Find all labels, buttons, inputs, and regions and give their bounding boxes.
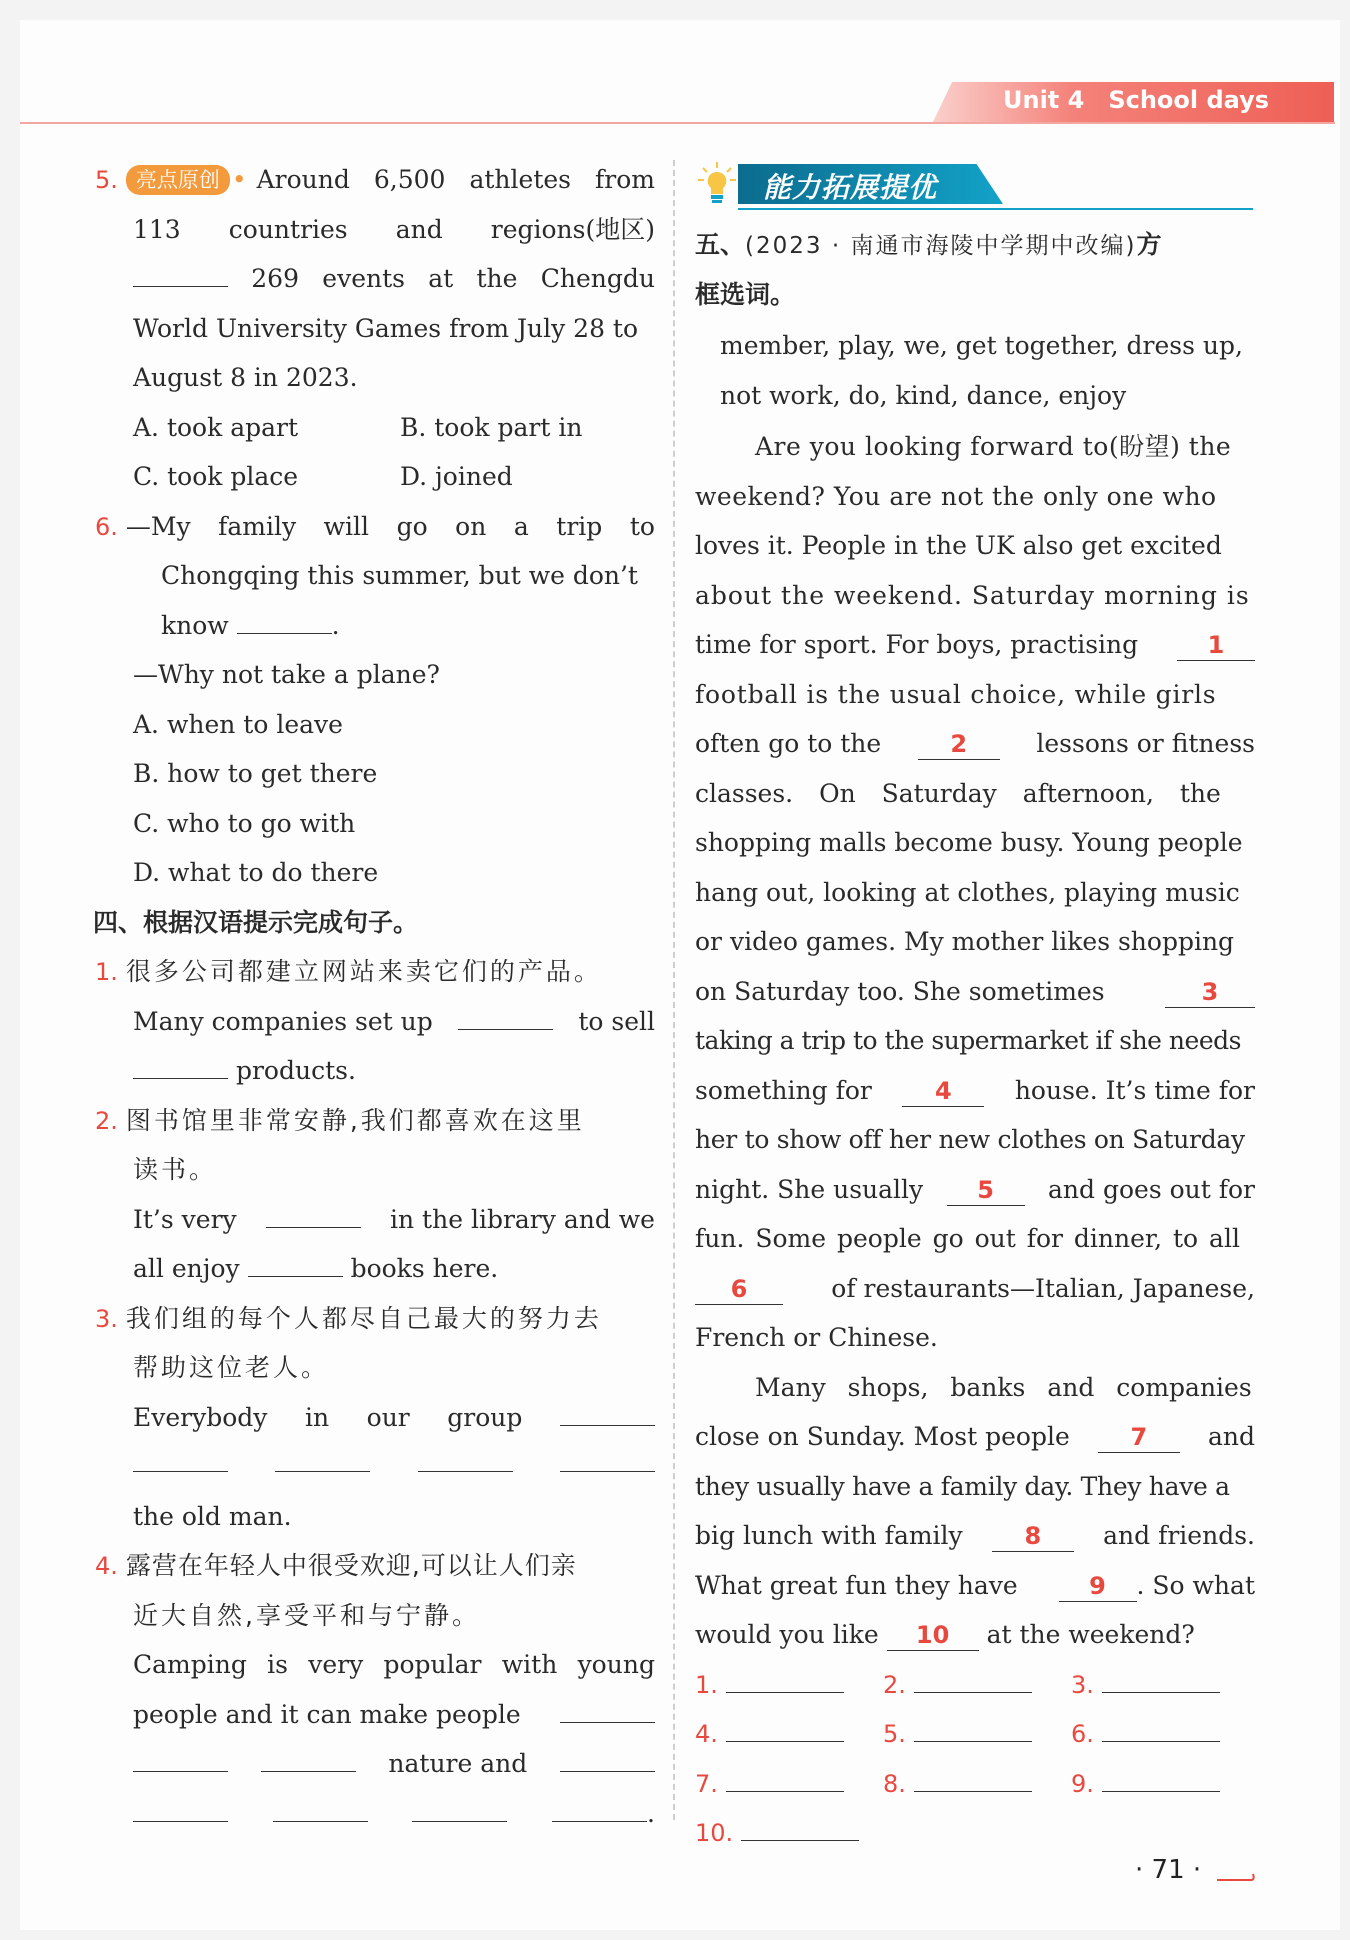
answer-line-6[interactable] <box>1102 1712 1220 1742</box>
word: countries <box>228 214 348 244</box>
s2-cn2: 读书。 <box>133 1155 218 1184</box>
word: group <box>447 1402 523 1432</box>
passage-line <box>695 719 1255 769</box>
s1-cn <box>95 947 655 997</box>
passage-line <box>695 1511 1255 1561</box>
s1-number: 1. <box>95 958 118 986</box>
word: go <box>396 511 428 541</box>
word: Around <box>256 165 350 194</box>
q6-option-b[interactable]: B. how to get there <box>133 759 378 788</box>
text: Many companies set up <box>133 1006 433 1036</box>
answer-blank[interactable] <box>560 1442 655 1472</box>
page-number: · 71 · <box>1135 1855 1202 1885</box>
word: 6,500 <box>373 165 446 194</box>
text: books here. <box>350 1254 499 1283</box>
answer-blank[interactable] <box>133 1442 228 1472</box>
text: and goes out for <box>1048 1174 1255 1204</box>
passage-line <box>695 620 1255 670</box>
passage-line <box>695 1066 1255 1116</box>
word: will <box>323 511 370 541</box>
s4-en2 <box>95 1690 655 1740</box>
word: is <box>267 1650 288 1679</box>
q6-line2: Chongqing this summer, but we don’t <box>161 561 638 590</box>
unit-label: Unit 4 <box>1003 86 1085 114</box>
q6-number: 6. <box>95 512 118 541</box>
passage-blank-7[interactable]: 7 <box>1098 1422 1180 1453</box>
q5-number: 5. <box>95 166 118 194</box>
text: products. <box>235 1056 356 1085</box>
s3-number: 3. <box>95 1304 118 1333</box>
passage-line: French or Chinese. <box>695 1323 938 1352</box>
answer-label: 6. <box>1071 1720 1094 1748</box>
answer-blank[interactable] <box>560 1742 655 1772</box>
text: time for sport. For boys, practising <box>695 630 1139 659</box>
passage-line: Many shops, banks and companies <box>755 1372 1252 1402</box>
text: night. She usually <box>695 1174 924 1204</box>
s3-cn1 <box>95 1294 655 1344</box>
answer-line-4[interactable] <box>726 1712 844 1742</box>
answer-line-9[interactable] <box>1102 1762 1220 1792</box>
answer-label: 5. <box>883 1720 906 1748</box>
answer-label: 10. <box>695 1819 734 1847</box>
q6-line4: —Why not take a plane? <box>133 660 440 689</box>
answer-blank[interactable] <box>133 1049 228 1079</box>
word: popular <box>383 1650 482 1679</box>
original-badge: 亮点原创 <box>126 165 230 195</box>
answer-label: 1. <box>695 1670 718 1699</box>
s1-en1 <box>95 997 655 1047</box>
passage-line <box>695 1610 1255 1660</box>
answer-blank[interactable] <box>133 257 228 287</box>
banner-rule <box>738 208 1253 210</box>
word: Everybody <box>133 1402 268 1432</box>
section5-number: 五、 <box>695 230 746 259</box>
text: something for <box>695 1075 872 1105</box>
q5-options-cd <box>95 452 655 502</box>
word: young <box>577 1650 655 1679</box>
lightbulb-icon <box>695 160 739 206</box>
text: to sell <box>578 1006 655 1036</box>
s4-en4: . <box>95 1789 655 1839</box>
word: know <box>161 610 229 640</box>
word-box-line2: not work, do, kind, dance, enjoy <box>720 380 1127 410</box>
left-column <box>95 155 655 1838</box>
passage-blank-8[interactable]: 8 <box>992 1521 1074 1552</box>
passage-line: taking a trip to the supermarket if she needs <box>695 1026 1241 1055</box>
word: in <box>304 1402 330 1432</box>
text: nature and <box>388 1749 528 1778</box>
answer-label: 8. <box>883 1769 906 1798</box>
passage-line: they usually have a family day. They have a <box>695 1471 1230 1501</box>
passage-line: shopping malls become busy. Young people <box>695 828 1243 857</box>
answer-line-2[interactable] <box>914 1663 1032 1693</box>
s2-cn1 <box>95 1096 655 1146</box>
word: our <box>366 1402 410 1432</box>
unit-title: School days <box>1108 86 1270 114</box>
word: the <box>476 264 518 293</box>
word: Chengdu <box>540 264 655 293</box>
section5-heading-line2: 框选词。 <box>695 279 796 309</box>
passage-line: her to show off her new clothes on Saturday <box>695 1125 1245 1154</box>
passage-line: football is the usual choice, while girls <box>695 679 1217 709</box>
passage-blank-3[interactable]: 3 <box>1165 977 1255 1008</box>
passage-blank-1[interactable]: 1 <box>1177 630 1255 661</box>
answer-row <box>695 1808 1255 1858</box>
q6-option-a[interactable]: A. when to leave <box>133 709 343 739</box>
answer-blank[interactable] <box>266 1198 361 1228</box>
text: of restaurants—Italian, Japanese, <box>831 1273 1255 1303</box>
answer-row <box>695 1660 1255 1710</box>
s2-number: 2. <box>95 1106 118 1135</box>
passage-line <box>695 967 1255 1017</box>
section5-heading <box>695 220 1255 270</box>
q5-line1 <box>95 155 655 205</box>
word: athletes <box>469 165 571 194</box>
word: Camping <box>133 1650 247 1679</box>
q5-line3 <box>95 254 655 304</box>
chinese-prompt: 我们组的每个人都尽自己最大的努力去 <box>125 1303 602 1333</box>
answer-row <box>695 1709 1255 1759</box>
chinese-prompt: 图书馆里非常安静,我们都喜欢在这里 <box>125 1105 585 1135</box>
passage-line <box>695 1561 1255 1611</box>
passage-line: weekend? You are not the only one who <box>695 481 1217 511</box>
badge-dot-icon: • <box>231 165 247 194</box>
answer-blank[interactable] <box>248 1247 343 1277</box>
option-d[interactable]: D. joined <box>400 462 513 491</box>
q5-line4: World University Games from July 28 to <box>133 313 639 343</box>
q6-line3: know . <box>95 601 655 651</box>
answer-blank[interactable] <box>418 1442 513 1472</box>
section5-source: (2023 · 南通市海陵中学期中改编) <box>745 233 1137 259</box>
passage-blank-5[interactable]: 5 <box>947 1175 1025 1206</box>
word: 113 <box>133 214 181 244</box>
passage-line: loves it. People in the UK also get excited <box>695 531 1222 560</box>
word: on <box>455 511 487 541</box>
s4-number: 4. <box>95 1552 118 1580</box>
q5-line5: August 8 in 2023. <box>133 363 358 392</box>
answer-label: 3. <box>1071 1670 1094 1699</box>
s4-cn1 <box>95 1541 655 1591</box>
passage-line: or video games. My mother likes shopping <box>695 927 1235 956</box>
s2-en1 <box>95 1195 655 1245</box>
text: and friends. <box>1103 1521 1255 1550</box>
answer-blank[interactable] <box>275 1442 370 1472</box>
answer-blank[interactable] <box>237 604 332 634</box>
section-banner <box>693 160 1253 210</box>
passage-blank-6[interactable]: 6 <box>695 1274 783 1305</box>
s4-cn2: 近大自然,享受平和与宁静。 <box>133 1600 480 1630</box>
passage-line <box>695 1412 1255 1462</box>
answer-blank[interactable] <box>560 1693 655 1723</box>
option-b[interactable]: B. took part in <box>400 412 583 442</box>
answer-blank[interactable] <box>133 1792 228 1822</box>
word: trip <box>556 511 603 541</box>
passage-blank-4[interactable]: 4 <box>902 1076 984 1107</box>
answer-blank[interactable] <box>412 1792 507 1822</box>
passage-blank-2[interactable]: 2 <box>918 729 1000 760</box>
answer-line-1[interactable] <box>726 1663 844 1693</box>
passage-line: fun. Some people go out for dinner, to all <box>695 1224 1240 1253</box>
chinese-prompt: 很多公司都建立网站来卖它们的产品。 <box>125 957 602 986</box>
answer-label: 7. <box>695 1769 718 1798</box>
answer-line-7[interactable] <box>726 1762 844 1792</box>
word: 269 <box>251 264 299 293</box>
chinese-prompt: 露营在年轻人中很受欢迎,可以让人们亲 <box>125 1551 577 1580</box>
passage-blank-10[interactable]: 10 <box>887 1620 979 1651</box>
answer-blank[interactable] <box>552 1792 647 1822</box>
answer-label: 9. <box>1071 1769 1094 1798</box>
answer-row <box>695 1759 1255 1809</box>
answer-line-10[interactable] <box>741 1811 859 1841</box>
text: . So what <box>1136 1570 1255 1600</box>
text: and <box>1207 1422 1255 1451</box>
word: family <box>218 511 297 541</box>
word: at <box>428 264 454 293</box>
word-box-line1: member, play, we, get together, dress up, <box>720 331 1243 360</box>
answer-line-3[interactable] <box>1102 1663 1220 1693</box>
page-arrow-icon <box>1215 1866 1257 1884</box>
s1-en2 <box>95 1046 655 1096</box>
option-c[interactable]: C. took place <box>133 462 299 491</box>
right-column <box>695 220 1255 1858</box>
s3-cn2: 帮助这位老人。 <box>133 1353 330 1382</box>
word: a <box>513 511 529 541</box>
q5-options-ab <box>95 403 655 453</box>
word: very <box>308 1650 364 1679</box>
option-a[interactable]: A. took apart <box>133 412 299 442</box>
text: people and it can make people <box>133 1699 521 1729</box>
answer-blank[interactable] <box>133 1742 228 1772</box>
answer-blank[interactable] <box>458 1000 553 1030</box>
answer-label: 4. <box>695 1720 718 1748</box>
word: to <box>629 511 655 541</box>
passage-line <box>695 1165 1255 1215</box>
s3-en1 <box>95 1393 655 1443</box>
s2-en2 <box>95 1244 655 1294</box>
answer-line-8[interactable] <box>914 1762 1032 1792</box>
s4-en3 <box>95 1739 655 1789</box>
text: at the weekend? <box>986 1620 1195 1649</box>
text: lessons or fitness <box>1036 729 1255 758</box>
passage-line: Are you looking forward to(盼望) the <box>755 432 1232 461</box>
answer-blank[interactable] <box>261 1742 356 1772</box>
q6-option-d[interactable]: D. what to do there <box>133 858 379 887</box>
text: What great fun they have <box>695 1570 1018 1600</box>
word: —My <box>125 511 191 541</box>
column-divider <box>673 160 675 1820</box>
text: on Saturday too. She sometimes <box>695 976 1105 1006</box>
text: big lunch with family <box>695 1521 963 1550</box>
passage-line: hang out, looking at clothes, playing music <box>695 877 1240 907</box>
passage-line: about the weekend. Saturday morning is <box>695 580 1250 610</box>
answer-label: 2. <box>883 1670 906 1699</box>
text: house. It’s time for <box>1014 1075 1255 1105</box>
answer-blank[interactable] <box>560 1396 655 1426</box>
text: in the library and we <box>390 1204 655 1234</box>
word: with <box>501 1650 558 1679</box>
text: 方 <box>1136 230 1162 259</box>
s3-en2 <box>95 1442 655 1492</box>
q6-line1 <box>95 502 655 552</box>
word: regions(地区) <box>490 214 655 244</box>
header-unit-title <box>1003 86 1293 114</box>
word: from <box>595 165 655 194</box>
q6-option-c[interactable]: C. who to go with <box>133 808 356 838</box>
answer-line-5[interactable] <box>914 1712 1032 1742</box>
passage-line: classes. On Saturday afternoon, the <box>695 778 1221 808</box>
q5-line2 <box>95 205 655 255</box>
s4-en1 <box>95 1640 655 1690</box>
banner-title: 能力拓展提优 <box>763 171 938 204</box>
text: It’s very <box>133 1204 237 1234</box>
text: all enjoy <box>133 1254 240 1283</box>
text: would you like <box>695 1620 879 1649</box>
header-rule <box>20 122 1335 124</box>
section4-heading: 四、根据汉语提示完成句子。 <box>93 907 419 937</box>
answer-blank[interactable] <box>273 1792 368 1822</box>
passage-line <box>695 1264 1255 1314</box>
text: often go to the <box>695 729 882 758</box>
passage-blank-9[interactable]: 9 <box>1059 1571 1137 1602</box>
word: and <box>395 214 443 244</box>
s3-en3: the old man. <box>133 1501 292 1531</box>
text: close on Sunday. Most people <box>695 1422 1070 1451</box>
word: events <box>322 264 405 293</box>
